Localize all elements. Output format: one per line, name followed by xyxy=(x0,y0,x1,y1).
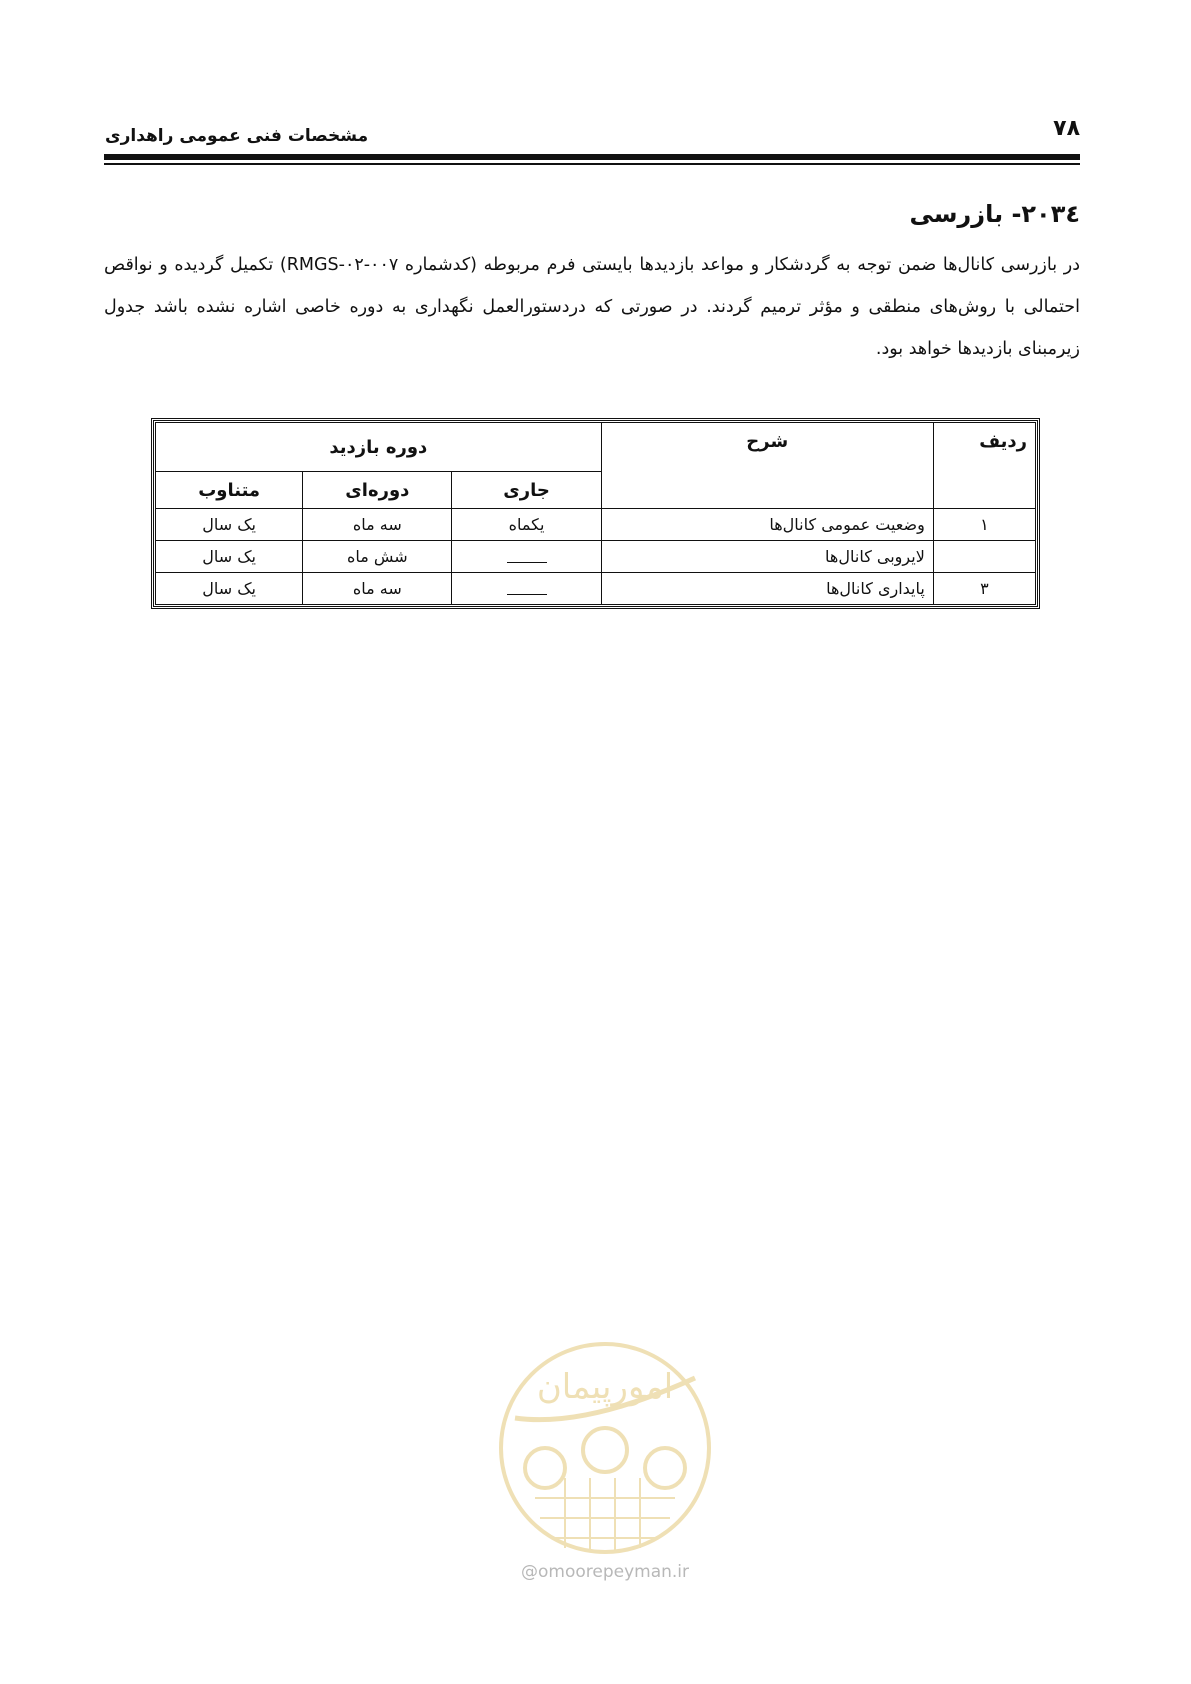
header-current: جاری xyxy=(452,472,601,509)
svg-text:امورپیمان: امورپیمان xyxy=(536,1367,674,1407)
cell-current-blank xyxy=(452,573,601,605)
cell-current: یکماه xyxy=(452,509,601,541)
table-row xyxy=(156,541,1036,573)
section-heading: ۲۰۳٤- بازرسی xyxy=(909,200,1080,228)
header-periodic: دوره‌ای xyxy=(303,472,452,509)
body-paragraph: در بازرسی کانال‌ها ضمن توجه به گردشکار و مواعد بازدیدها بایستی فرم مربوطه (کدشماره RMGS-۰۲-۰۰۷) تکمیل گردیده و نواقص احتمالی با روش‌های منطقی و مؤثر ترمیم گردند. در صورتی که دردستورالعمل نگهداری به دوره خاصی اشاره نشده باشد جدول زیرمبنای بازدیدها خواهد بود. xyxy=(104,255,1080,359)
table-row xyxy=(156,509,1036,541)
watermark-logo-icon xyxy=(495,1338,715,1558)
running-title: مشخصات فنی عمومی راهداری xyxy=(105,126,369,146)
page-number: ۷۸ xyxy=(1053,116,1080,141)
inspection-table-frame xyxy=(151,418,1040,609)
header-rule-thick xyxy=(104,154,1080,160)
blank-dash xyxy=(507,584,547,595)
header-rule-thin xyxy=(104,163,1080,165)
inspection-table xyxy=(155,422,1036,605)
cell-current-blank xyxy=(452,541,601,573)
cell-periodic: سه ماه xyxy=(303,573,452,605)
blank-dash xyxy=(507,552,547,563)
cell-intermittent: یک سال xyxy=(156,509,303,541)
cell-description: پایداری کانال‌ها xyxy=(601,573,933,605)
cell-row-number xyxy=(933,541,1035,573)
cell-intermittent: یک سال xyxy=(156,541,303,573)
header-row-number: ردیف xyxy=(933,423,1035,509)
watermark-url: @omoorepeyman.ir xyxy=(520,1562,690,1582)
header-inspection-period: دوره بازدید xyxy=(156,423,602,472)
cell-periodic: شش ماه xyxy=(303,541,452,573)
cell-description: وضعیت عمومی کانال‌ها xyxy=(601,509,933,541)
cell-row-number: ۱ xyxy=(933,509,1035,541)
header-description: شرح xyxy=(601,423,933,509)
cell-row-number: ۳ xyxy=(933,573,1035,605)
cell-periodic: سه ماه xyxy=(303,509,452,541)
cell-description: لایروبی کانال‌ها xyxy=(601,541,933,573)
cell-intermittent: یک سال xyxy=(156,573,303,605)
header-intermittent: متناوب xyxy=(156,472,303,509)
table-row xyxy=(156,573,1036,605)
